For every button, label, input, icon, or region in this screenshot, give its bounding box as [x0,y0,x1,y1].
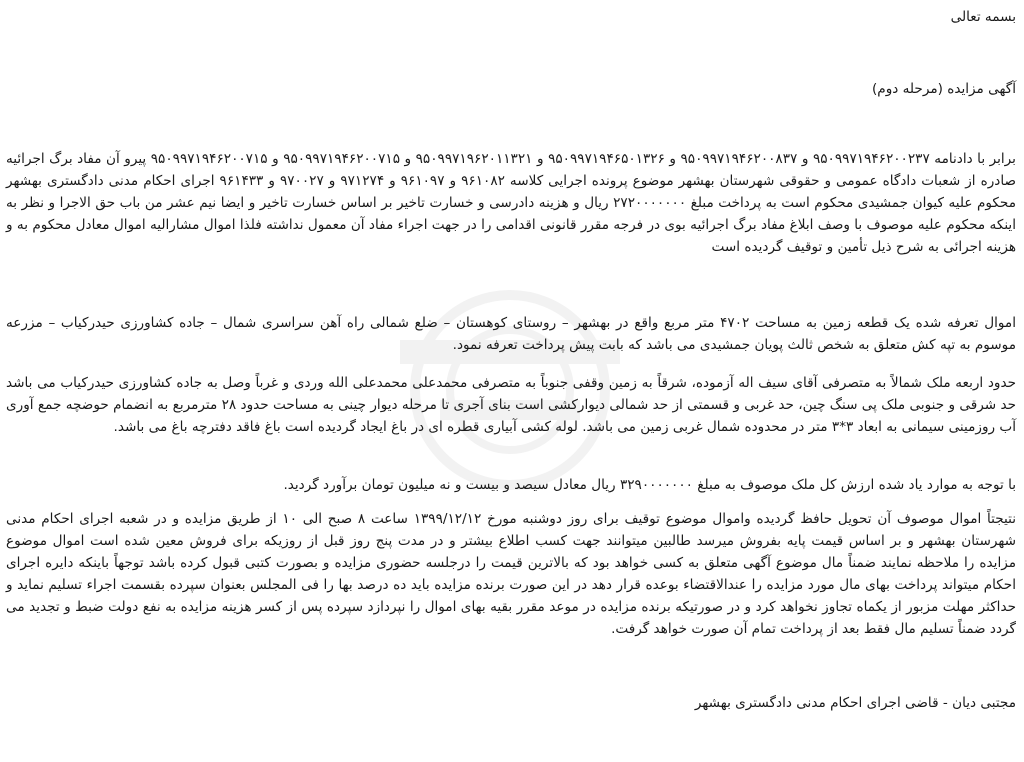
valuation-paragraph: با توجه به موارد یاد شده ارزش کل ملک موصوف به مبلغ ۳۲۹۰۰۰۰۰۰۰ ریال معادل سیصد و بیست و نه میلیون تومان برآورد گردید. [283,477,1016,493]
borders-paragraph: حدود اربعه ملک شمالاً به متصرفی آقای سیف اله آزموده، شرقاً به زمین وقفی جنوباً به متصرفی محمدعلی محمدعلی الله وردی و غرباً وصل به جاده کشاورزی حیدرکیاب می باشد حد شرقی و جنوبی ملک پی سنگ چین، حد غربی و قسمتی از حد شمالی دیوارکشی است بنای آجری تا مرحله دیوار چینی به مساحت حدود ۲۸ مترمربع به انضمام حوضچه جمع آوری آب روزمینی سیمانی به ابعاد ۳*۳ متر در محدوده شمال غربی زمین می باشد. لوله کشی آبیاری قطره ای در باغ ایجاد گردیده است باغ فاقد دفترچه باغ می باشد. [6,375,1016,435]
signature-line: مجتبی دیان - قاضی اجرای احکام مدنی دادگستری بهشهر [694,695,1016,711]
intro-paragraph: برابر با دادنامه ۹۵۰۹۹۷۱۹۴۶۲۰۰۲۳۷ و ۹۵۰۹۹۷۱۹۴۶۲۰۰۸۳۷ و ۹۵۰۹۹۷۱۹۴۶۵۰۱۳۲۶ و ۹۵۰۹۹۷۱۹۶۲۰۱۱۳۲۱ و ۹۵۰۹۹۷۱۹۴۶۲۰۰۷۱۵ و ۹۵۰۹۹۷۱۹۴۶۲۰۰۷۱۵ پیرو آن مفاد برگ اجرائیه صادره از شعبات دادگاه عمومی و حقوقی شهرستان بهشهر موضوع پرونده اجرایی کلاسه ۹۶۱۰۸۲ و ۹۶۱۰۹۷ و ۹۷۱۲۷۴ و ۹۷۰۰۲۷ و ۹۶۱۴۳۳ اجرای احکام مدنی دادگستری بهشهر محکوم علیه کیوان جمشیدی محکوم است به پرداخت مبلغ ۲۷۲۰۰۰۰۰۰۰ ریال و هزینه دادرسی و خسارت تاخیر بر اساس خسارت تاخیر و ایضا نیم عشر من باب حق الاجرا و نظر به اینکه محکوم علیه موصوف با وصف ابلاغ مفاد برگ اجرائیه بوی در فرجه مقرر قانونی اقدامی را در جهت اجراء مفاد آن معمول نداشته فلذا اموال مشارالیه اموال معادل محکوم به و هزینه اجرائی به شرح ذیل تأمین و توقیف گردیده است [6,151,1017,255]
auction-paragraph: نتیجتاً اموال موصوف آن تحویل حافظ گردیده واموال موضوع توقیف برای روز دوشنبه مورخ ۱۳۹۹/۱۲/۱۲ ساعت ۸ صبح الی ۱۰ از طریق مزایده و در شعبه اجرای احکام مدنی شهرستان بهشهر و بر اساس قیمت پایه بفروش میرسد طالبین میتوانند جهت کسب اطلاع بیشتر و در مدت پنج روز قبل از روزیکه برای فروش معین شده است اموال موضوع مزایده را ملاحظه نمایند ضمناً مال موضوع آگهی متعلق به کسی خواهد بود که بالاترین قیمت را درجلسه حضوری مزایده و بصورت کتبی قبول کرده باشد توجهاً باینکه دایره اجرای احکام میتواند پرداخت بهای مال مورد مزایده را عندالاقتضاء بوعده قرار دهد در این صورت برنده مزایده باید ده درصد بها را فی المجلس بعنوان سپرده بقسمت اجراء تسلیم نماید و حداکثر مهلت مزبور از یکماه تجاوز نخواهد کرد و در صورتیکه برنده مزایده در موعد مقرر بقیه بهای اموال را نپردازد سپرده پس از کسر هزینه مزایده به نفع دولت ضبط و تجدید می گردد ضمناً تسلیم مال فقط بعد از پرداخت تمام آن صورت خواهد گرفت. [6,511,1016,637]
assets-paragraph: اموال تعرفه شده یک قطعه زمین به مساحت ۴۷۰۲ متر مربع واقع در بهشهر – روستای کوهستان – ضلع شمالی راه آهن سراسری شمال – جاده کشاورزی حیدرکیاب – مزرعه موسوم به تپه کش متعلق به شخص ثالث پویان جمشیدی می باشد که بابت پیش پرداخت تعرفه نمود. [6,315,1016,353]
salutation: بسمه تعالی [950,9,1016,25]
notice-title: آگهی مزایده (مرحله دوم) [871,81,1016,97]
